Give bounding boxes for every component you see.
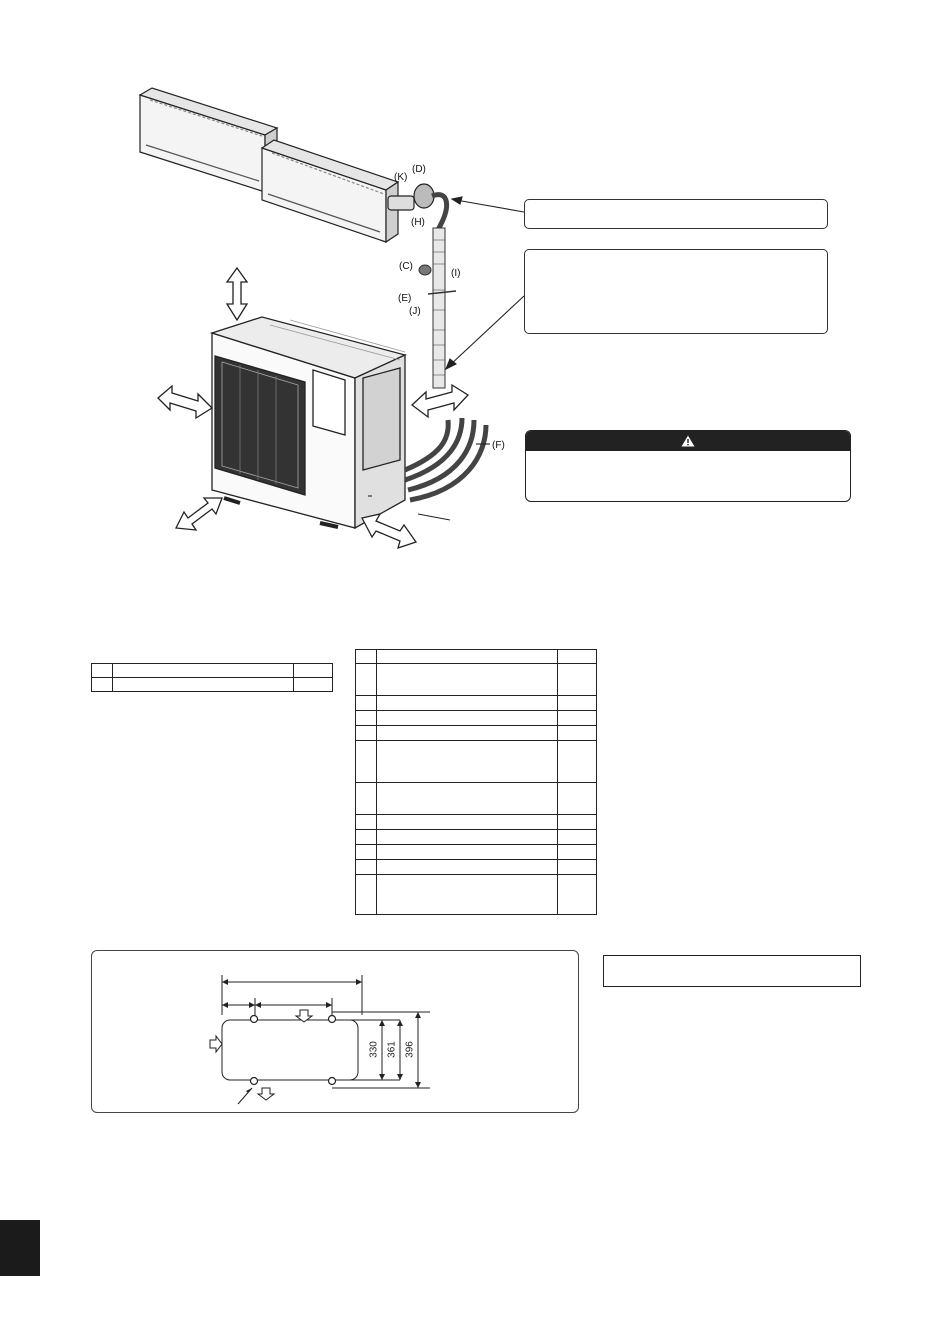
dimension-330: 330 [368,1041,380,1058]
table-row [356,741,597,783]
indoor-unit-right [262,140,398,242]
dimension-396: 396 [404,1041,416,1058]
part-label-d: (D) [412,164,426,175]
table-row [356,711,597,726]
table-row [356,860,597,875]
table-row [356,726,597,741]
part-label-k: (K) [394,172,408,183]
parts-table-right [355,649,597,915]
part-label-h: (H) [411,217,425,228]
callout-pipe-top [524,199,828,229]
table-row [356,845,597,860]
warning-box [525,430,851,502]
warning-triangle-icon [681,435,695,447]
outdoor-unit [212,317,405,528]
table-row [356,696,597,711]
indoor-unit-left [140,88,277,192]
page-tab [0,1220,40,1276]
note-box [603,955,861,987]
part-label-e: (E) [398,293,412,304]
table-row [356,650,597,664]
warning-header [526,431,850,451]
footprint-drawing [0,940,600,1120]
table-row [92,664,333,678]
part-label-i: (I) [451,268,461,279]
table-row [92,678,333,692]
table-row [356,783,597,815]
parts-table-left [91,663,333,692]
table-row [356,815,597,830]
flexible-pipes [405,418,486,500]
part-label-c: (C) [399,261,413,272]
table-row [356,830,597,845]
part-label-f: (F) [492,440,505,451]
table-row [356,875,597,915]
callout-pipe-middle [524,249,828,334]
table-row [356,664,597,696]
dimension-361: 361 [386,1041,398,1058]
part-label-j: (J) [409,306,421,317]
